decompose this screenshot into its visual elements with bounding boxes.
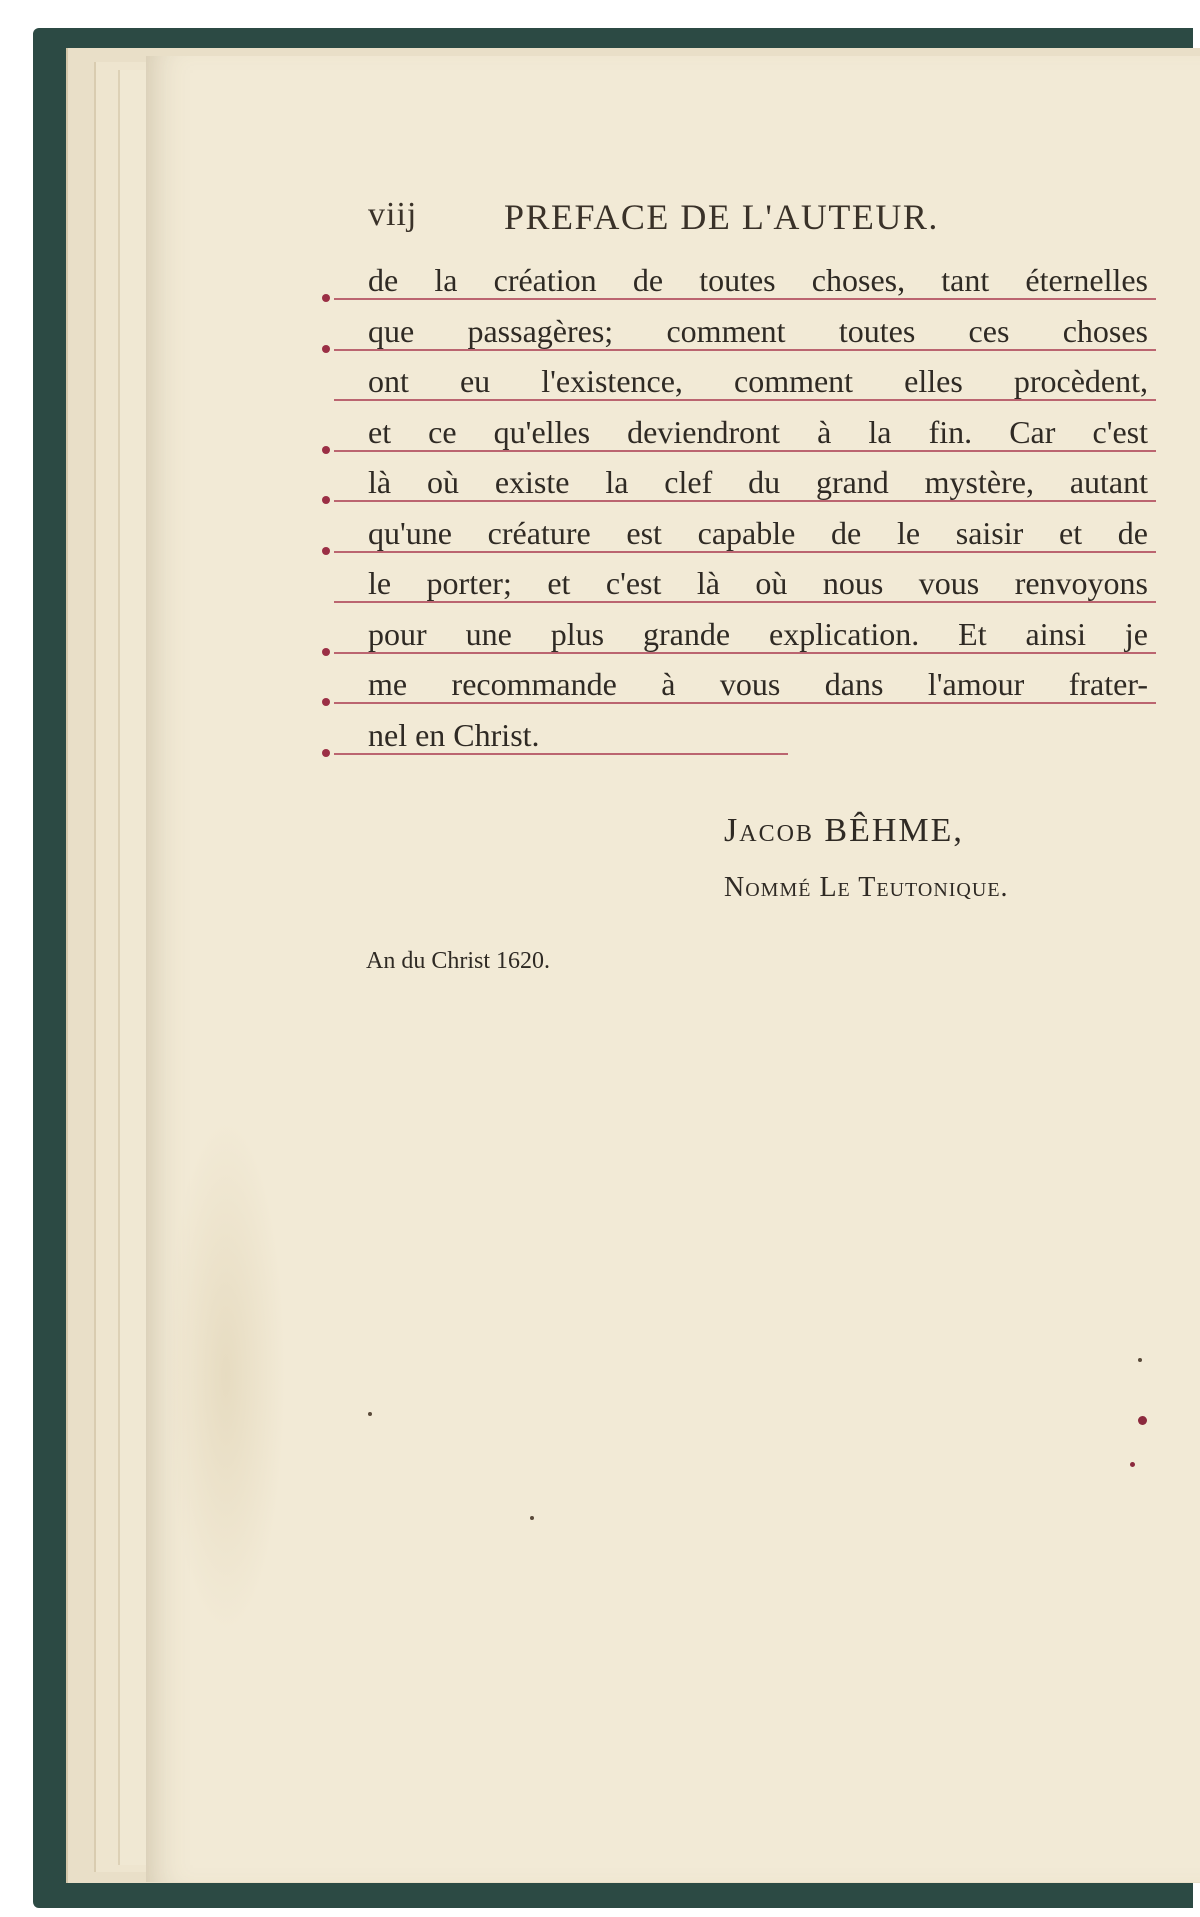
ink-speck: [1138, 1416, 1147, 1425]
ink-speck: [1130, 1462, 1135, 1467]
text-line: [368, 561, 1148, 612]
text-line-content: que passagères; comment toutes ces choses: [368, 312, 1148, 349]
red-underline: [334, 500, 1156, 502]
text-line-content: le porter; et c'est là où nous vous renvoyons: [368, 565, 1148, 601]
red-underline: [334, 601, 1156, 603]
text-line: [368, 612, 1148, 663]
red-underline: [334, 551, 1156, 553]
date-line: An du Christ 1620.: [366, 948, 551, 974]
text-line: [368, 713, 1148, 764]
text-line-content: ont eu l'existence, comment elles procèdent,: [368, 363, 1148, 399]
ink-dot: [322, 648, 330, 656]
red-underline: [334, 399, 1156, 401]
red-underline: [334, 753, 788, 755]
red-underline: [334, 349, 1156, 351]
text-line-content: et ce qu'elles deviendront à la fin. Car c'est: [368, 413, 1148, 450]
paper-stain: [166, 1116, 286, 1636]
text-line: [368, 359, 1148, 410]
red-underline: [334, 652, 1156, 654]
red-underline: [334, 298, 1156, 300]
author-epithet: Nommé Le Teutonique.: [724, 872, 1009, 903]
text-line: [368, 460, 1148, 511]
text-line-content: qu'une créature est capable de le saisir et de: [368, 514, 1148, 551]
ink-dot: [322, 294, 330, 302]
running-title: PREFACE DE L'AUTEUR.: [504, 197, 939, 237]
text-line: [368, 662, 1148, 713]
ink-dot: [322, 698, 330, 706]
text-line-content: de la création de toutes choses, tant éternelles: [368, 262, 1148, 298]
text-line-content: me recommande à vous dans l'amour frater-: [368, 666, 1148, 702]
ink-speck: [368, 1412, 372, 1416]
author-signature: Jacob BÊHME,: [724, 812, 964, 849]
text-line-content: pour une plus grande explication. Et ainsi je: [368, 615, 1148, 652]
ink-dot: [322, 547, 330, 555]
text-line-content: là où existe la clef du grand mystère, autant: [368, 464, 1148, 500]
page-header: [368, 196, 1148, 246]
ink-dot: [322, 749, 330, 757]
ink-dot: [322, 446, 330, 454]
ink-dot: [322, 345, 330, 353]
text-line: [368, 309, 1148, 360]
ink-speck: [1138, 1358, 1142, 1362]
ink-dot: [322, 496, 330, 504]
page-number: viij: [368, 196, 418, 233]
text-line-content: nel en Christ.: [368, 716, 540, 753]
red-underline: [334, 450, 1156, 452]
text-line: [368, 511, 1148, 562]
text-line: [368, 258, 1148, 309]
ink-speck: [530, 1516, 534, 1520]
text-line: [368, 410, 1148, 461]
body-text: [368, 258, 1148, 763]
red-underline: [334, 702, 1156, 704]
